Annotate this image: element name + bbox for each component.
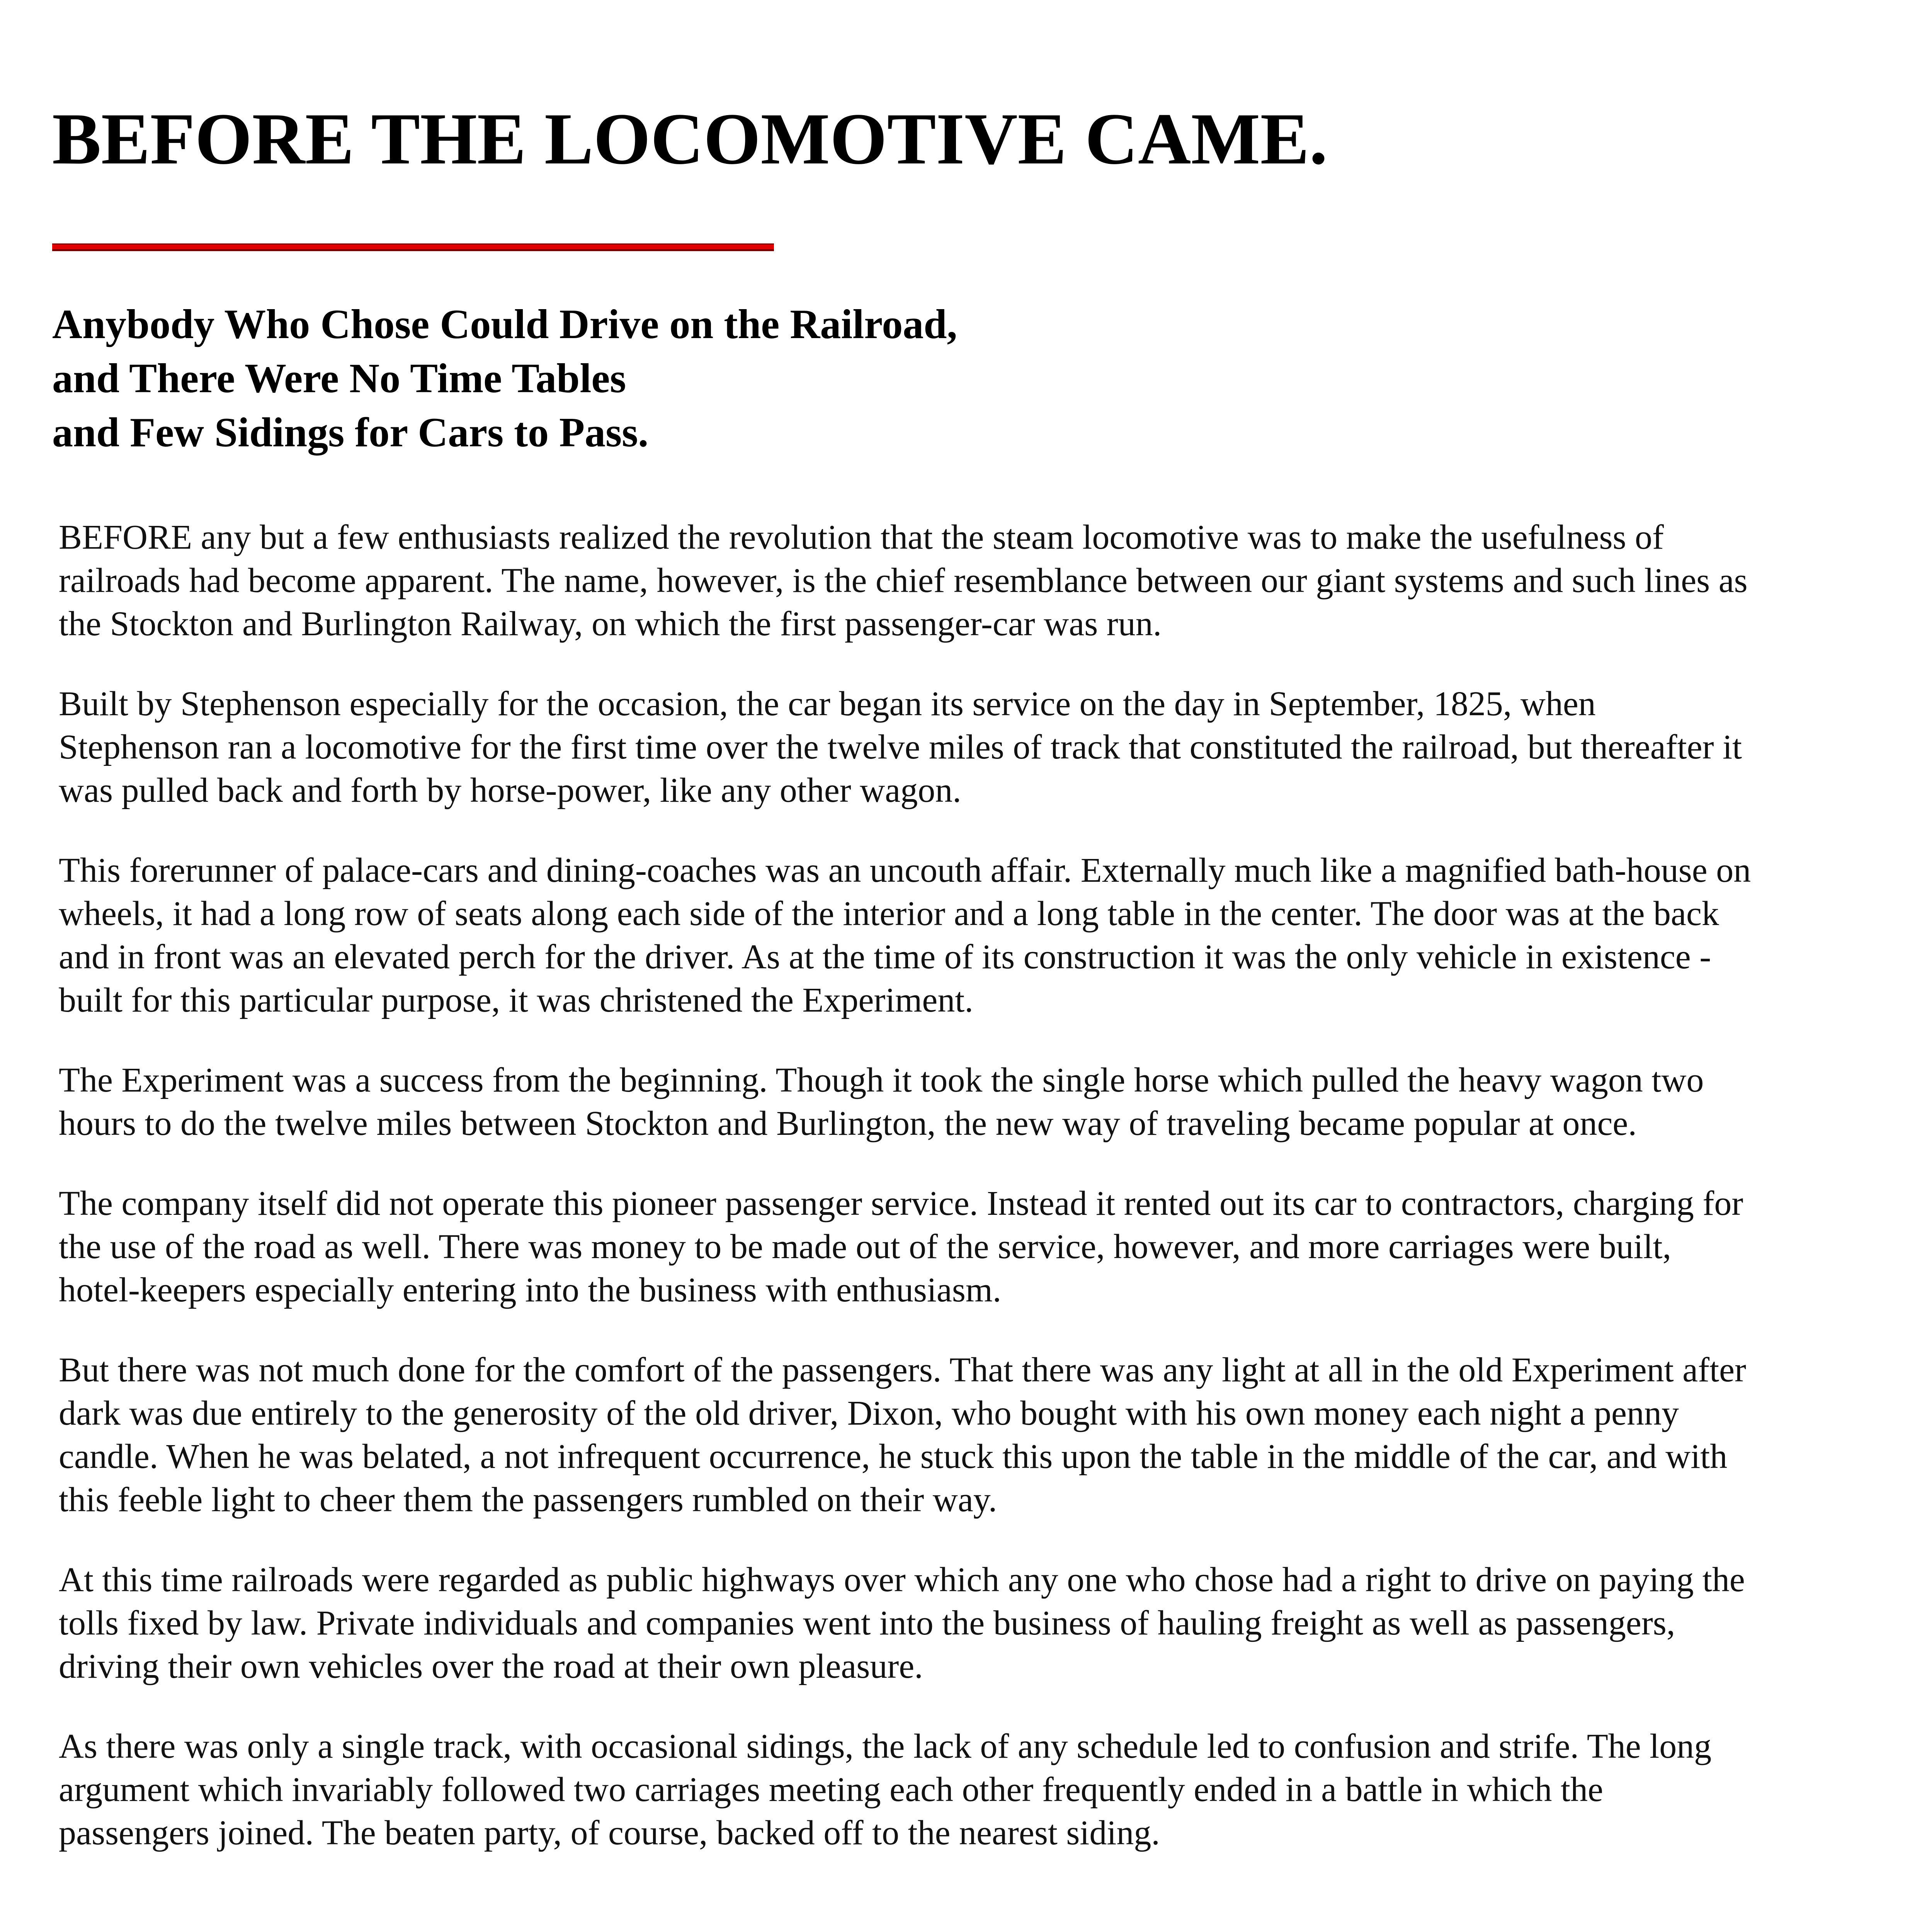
- article-title: BEFORE THE LOCOMOTIVE CAME.: [52, 99, 1328, 180]
- paragraph: Built by Stephenson especially for the occasion, the car began its service on the day in September, 1825, when Stephenson ran a locomotive for the first time over the twelve miles of track that constituted the railroad, but thereafter it was pulled back and forth by horse-power, like any other wagon.: [59, 685, 1742, 810]
- paragraph: But there was not much done for the comfort of the passengers. That there was any light at all in the old Experiment after dark was due entirely to the generosity of the old driver, Dixon, who bought with his own money each night a penny candle. When he was belated, a not infrequent occurrence, he stuck this upon the table in the middle of the car, and with this feeble light to cheer them the passengers rumbled on their way.: [59, 1351, 1747, 1519]
- top-red-divider: [52, 243, 774, 251]
- subtitle-line: and There Were No Time Tables: [52, 355, 626, 401]
- subtitle-line: and Few Sidings for Cars to Pass.: [52, 410, 649, 456]
- paragraph: BEFORE any but a few enthusiasts realized the revolution that the steam locomotive was to make the usefulness of railroads had become apparent. The name, however, is the chief resemblance between our giant systems and such lines as the Stockton and Burlington Railway, on which the first passenger-car was run.: [59, 518, 1748, 643]
- paragraph: The Experiment was a success from the beginning. Though it took the single horse which pulled the heavy wagon two hours to do the twelve miles between Stockton and Burlington, the new way of traveling became popular at once.: [59, 1061, 1704, 1143]
- subtitle-line: Anybody Who Chose Could Drive on the Railroad,: [52, 301, 957, 347]
- paragraph: The company itself did not operate this pioneer passenger service. Instead it rented out its car to contractors, charging for the use of the road as well. There was money to be made out of the service, however, and more carriages were built, hotel-keepers especially entering into the business with enthusiasm.: [59, 1184, 1743, 1309]
- paragraph: At this time railroads were regarded as public highways over which any one who chose had a right to drive on paying the tolls fixed by law. Private individuals and companies went into the business of hauling freight as well as passengers, driving their own vehicles over the road at their own pleasure.: [59, 1561, 1745, 1685]
- article-subtitle: [52, 298, 1211, 460]
- paragraph: This forerunner of palace-cars and dining-coaches was an uncouth affair. Externally much like a magnified bath-house on wheels, it had a long row of seats along each side of the interior and a long table in the center. The door was at the back and in front was an elevated perch for the driver. As at the time of its construction it was the only vehicle in existence - built for this particular purpose, it was christened the Experiment.: [59, 851, 1751, 1019]
- paragraph: As there was only a single track, with occasional sidings, the lack of any schedule led to confusion and strife. The long argument which invariably followed two carriages meeting each other frequently ended in a battle in which the passengers joined. The beaten party, of course, backed off to the nearest siding.: [59, 1727, 1712, 1852]
- article-body: [59, 516, 1751, 1891]
